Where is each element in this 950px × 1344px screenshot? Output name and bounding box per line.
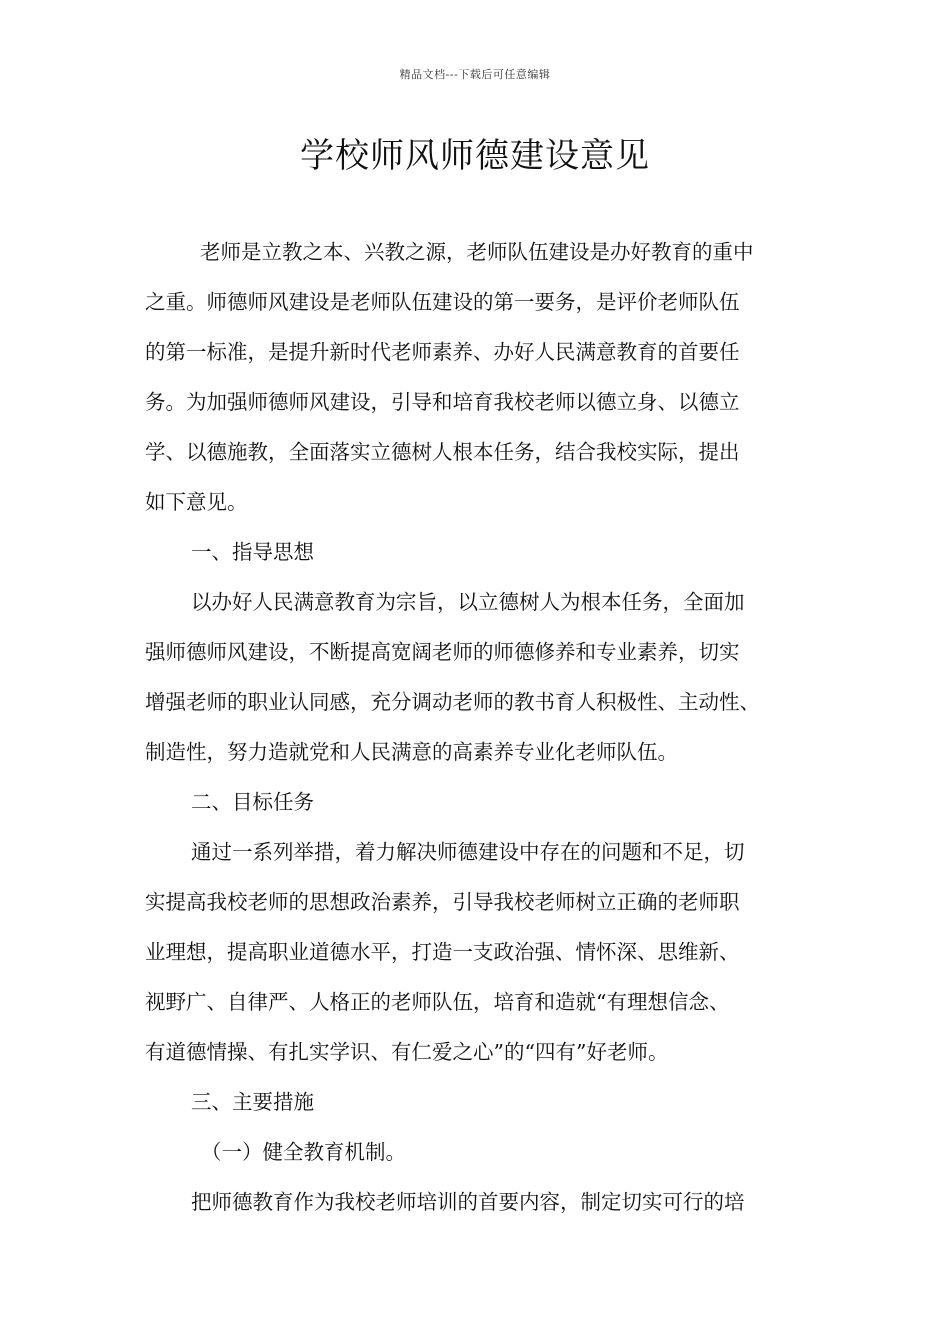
paragraph-line: 业理想，提高职业道德水平，打造一支政治强、情怀深、思维新、	[145, 940, 740, 964]
paragraph-line: 之重。师德师风建设是老师队伍建设的第一要务，是评价老师队伍	[145, 290, 740, 314]
document-title: 学校师风师德建设意见	[300, 136, 650, 176]
section-heading: 一、指导思想	[191, 540, 314, 564]
paragraph-line: 老师是立教之本、兴教之源，老师队伍建设是办好教育的重中	[200, 240, 754, 264]
paragraph-line: 增强老师的职业认同感，充分调动老师的教书育人积极性、主动性、	[145, 690, 760, 714]
paragraph-line: 务。为加强师德师风建设，引导和培育我校老师以德立身、以德立	[145, 390, 740, 414]
paragraph-line: 强师德师风建设，不断提高宽阔老师的师德修养和专业素养，切实	[145, 640, 740, 664]
paragraph-line: 视野广、自律严、人格正的老师队伍，培育和造就“有理想信念、	[145, 990, 730, 1014]
paragraph-line: 通过一系列举措，着力解决师德建设中存在的问题和不足，切	[191, 840, 745, 864]
section-heading: 三、主要措施	[191, 1090, 314, 1114]
section-heading: 二、目标任务	[191, 790, 314, 814]
subsection-heading: （一）健全教育机制。	[201, 1140, 406, 1164]
paragraph-line: 以办好人民满意教育为宗旨，以立德树人为根本任务，全面加	[191, 590, 745, 614]
paragraph-line: 如下意见。	[145, 490, 248, 514]
paragraph-line: 实提高我校老师的思想政治素养，引导我校老师树立正确的老师职	[145, 890, 740, 914]
document-body	[145, 227, 825, 1227]
paragraph-line: 的第一标准，是提升新时代老师素养、办好人民满意教育的首要任	[145, 340, 740, 364]
paragraph-line: 学、以德施教，全面落实立德树人根本任务，结合我校实际，提出	[145, 440, 740, 464]
paragraph-line: 有道德情操、有扎实学识、有仁爱之心”的“四有”好老师。	[145, 1040, 669, 1064]
paragraph-line: 把师德教育作为我校老师培训的首要内容，制定切实可行的培	[191, 1190, 745, 1214]
paragraph-line: 制造性，努力造就党和人民满意的高素养专业化老师队伍。	[145, 740, 678, 764]
header-note: 精品文档---下载后可任意编辑	[399, 68, 551, 81]
